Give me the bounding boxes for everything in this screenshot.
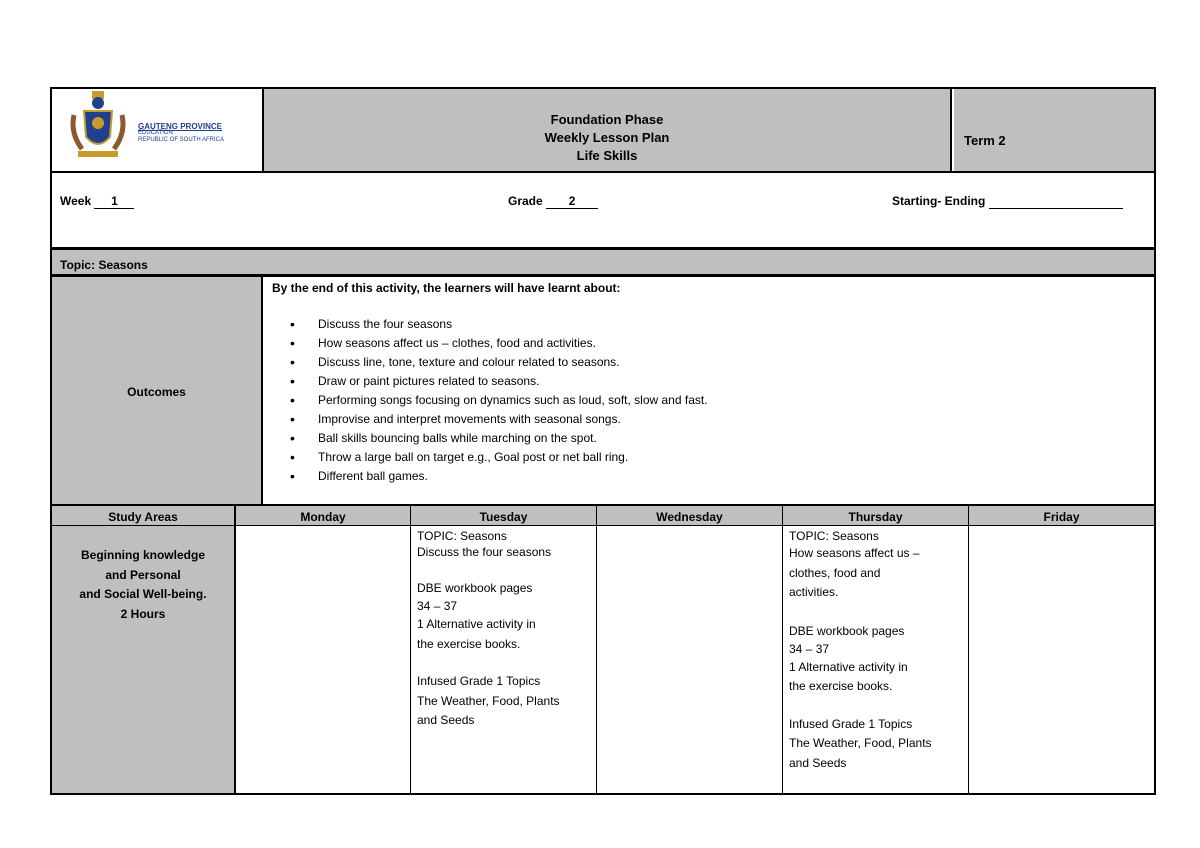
header-friday: Friday <box>1043 510 1080 524</box>
topic-label: Topic: Seasons <box>60 258 148 272</box>
divider <box>782 506 783 794</box>
subject-title: Life Skills <box>576 148 638 163</box>
list-item: • Performing songs focusing on dynamics such as loud, soft, slow and fast. <box>272 391 1142 410</box>
week-field: Week 1 <box>60 194 134 209</box>
term-label: Term 2 <box>964 133 1006 148</box>
gauteng-coat-of-arms-logo <box>68 89 128 169</box>
outcomes-label: Outcomes <box>127 385 186 399</box>
list-item: • Discuss line, tone, texture and colour related to seasons. <box>272 353 1142 372</box>
friday-cell <box>969 526 1154 793</box>
thursday-cell: TOPIC: Seasons How seasons affect us – clothes, food and activities. DBE workbook pages 34 – 37 1 Alternative activity in the exercise books. Infused Grade 1 Topics The Weather, Food, Plants and Seeds <box>789 529 932 770</box>
header-monday: Monday <box>300 510 346 524</box>
header-thursday: Thursday <box>848 510 903 524</box>
outcomes-label-cell <box>52 277 263 504</box>
list-item: • Different ball games. <box>272 467 1142 486</box>
dates-field: Starting- Ending <box>892 194 1123 209</box>
header-tuesday: Tuesday <box>479 510 528 524</box>
divider <box>410 506 411 794</box>
outcomes-list <box>272 315 1142 486</box>
info-row <box>50 171 1156 250</box>
wednesday-cell <box>597 526 782 793</box>
logo-text: GAUTENG PROVINCE EDUCATION REPUBLIC OF SOUTH AFRICA <box>138 122 225 143</box>
list-item: • Draw or paint pictures related to seasons. <box>272 372 1142 391</box>
outcomes-intro: By the end of this activity, the learners will have learnt about: <box>272 281 621 295</box>
list-item: • How seasons affect us – clothes, food and activities. <box>272 334 1142 353</box>
plan-title: Weekly Lesson Plan <box>544 130 670 145</box>
term-cell <box>954 89 1154 171</box>
logo-cell <box>52 89 260 171</box>
topic-row <box>50 250 1156 276</box>
list-item: • Ball skills bouncing balls while marching on the spot. <box>272 429 1142 448</box>
grade-field: Grade 2 <box>508 194 598 209</box>
phase-title: Foundation Phase <box>550 112 664 127</box>
tuesday-cell: TOPIC: Seasons Discuss the four seasons DBE workbook pages 34 – 37 1 Alternative activity in the exercise books. Infused Grade 1 Topics The Weather, Food, Plants and Seeds <box>417 529 560 727</box>
outcomes-row <box>50 276 1156 506</box>
title-cell <box>262 89 952 171</box>
header-study-areas: Study Areas <box>108 510 178 524</box>
study-area-text: Beginning knowledge and Personal and Social Well-being. 2 Hours <box>79 548 207 621</box>
monday-cell <box>236 526 410 793</box>
outcomes-content <box>272 280 1142 486</box>
list-item: • Discuss the four seasons <box>272 315 1142 334</box>
list-item: • Throw a large ball on target e.g., Goal post or net ball ring. <box>272 448 1142 467</box>
header-wednesday: Wednesday <box>656 510 723 524</box>
list-item: • Improvise and interpret movements with seasonal songs. <box>272 410 1142 429</box>
